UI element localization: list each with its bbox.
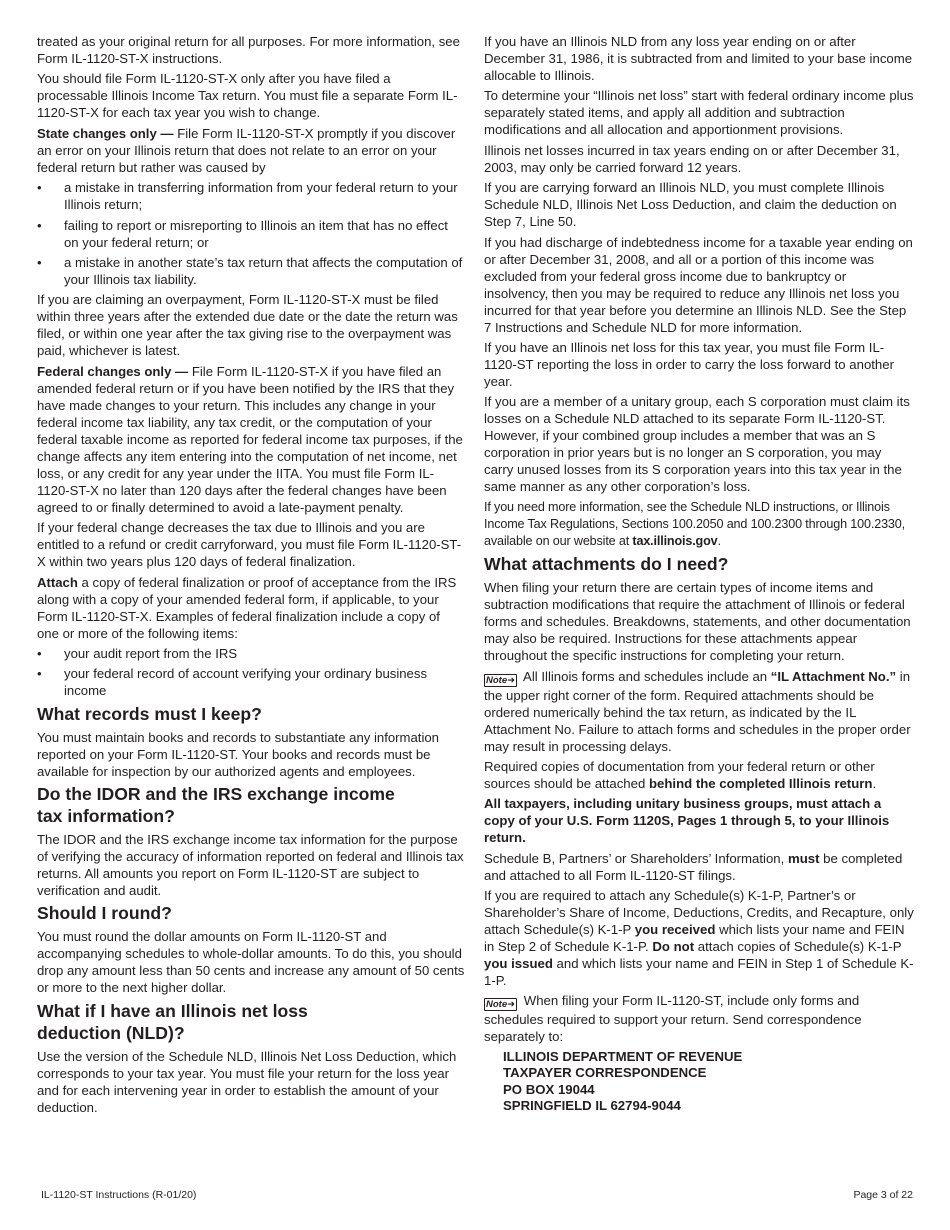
note-label: Note (486, 674, 508, 686)
bold-lead: Attach (37, 574, 78, 590)
bold-text: you issued (484, 956, 553, 972)
paragraph (37, 363, 465, 516)
paragraph-text: in the upper right corner of the form. Required attachments should be ordered numerically behind the tax return, as indicated by the IL Attachment No. Failure to attach forms and schedules in the proper order may result in processing delays. (484, 668, 911, 754)
bold-lead: State changes only — (37, 125, 174, 141)
paragraph: Use the version of the Schedule NLD, Illinois Net Loss Deduction, which corresponds to your tax year. You must file your return for the loss year and for each intervening year in order to establish the amount of your deduction. (37, 1048, 457, 1115)
list-item (37, 217, 465, 251)
paragraph: If you are a member of a unitary group, each S corporation must claim its losses on a Schedule NLD attached to its separate Form IL-1120-ST. However, if your combined group includes a member that was an S corporation in prior years but is no longer an S corporation, you may carry unused losses from its S corporation years into this tax year in the same manner as any other corporation’s loss. (484, 394, 910, 495)
paragraph: If you are claiming an overpayment, Form IL-1120-ST-X must be filed within three years after the extended due date or the date the return was filed, or within one year after the tax giving rise to the overpayment was paid, whichever is latest. (37, 292, 458, 359)
heading-line: deduction (NLD)? (37, 1022, 185, 1043)
heading-nld (37, 1000, 465, 1044)
right-column (484, 33, 914, 1115)
list-item-text: your audit report from the IRS (64, 645, 238, 661)
heading-round: Should I round? (37, 903, 172, 924)
paragraph: To determine your “Illinois net loss” start with federal ordinary income plus separately stated items, and apply all addition and subtraction modifications and all allocation and apportionment provisions. (484, 88, 914, 138)
paragraph-text: be completed and attached to all Form IL-1120-ST filings. (484, 850, 903, 883)
list-item (37, 179, 465, 213)
address-line: TAXPAYER CORRESPONDENCE (503, 1065, 707, 1081)
note-paragraph (484, 668, 914, 755)
paragraph: Illinois net losses incurred in tax years ending on or after December 31, 2003, may only be carried forward 12 years. (484, 142, 900, 175)
bold-text: “IL Attachment No.” (770, 668, 897, 684)
paragraph-text: and which lists your name and FEIN in Step 1 of Schedule K-1-P. (484, 956, 914, 989)
mailing-address (503, 1049, 914, 1115)
paragraph: If you had discharge of indebtedness income for a taxable year ending on or after December 31, 2008, and all or a portion of this income was excluded from your federal gross income due to bankruptcy or insolvency, then you may be required to reduce any Illinois net loss you incurred for that year before you determine an Illinois NLD. See the Step 7 Instructions and Schedule NLD for more information. (484, 234, 913, 335)
bold-text: behind the completed Illinois return (648, 775, 873, 791)
note-label: Note (486, 999, 508, 1011)
website-link: tax.illinois.gov (632, 533, 718, 548)
heading-records: What records must I keep? (37, 703, 262, 724)
footer-form-id: IL-1120-ST Instructions (R-01/20) (41, 1189, 197, 1201)
paragraph-text: File Form IL-1120-ST-X if you have filed an amended federal return or if you have been notified by the IRS that they have made changes to your return. This includes any change in your federal income tax liability, any tax credit, or the computation of your federal taxable income as reported for federal income tax purposes, if the change affects any item entering into the computation of net income, net loss, or any credit for any year under the IITA. You must file Form IL-1120-ST-X no later than 120 days after the federal changes have been agreed to or finally determined to avoid a late-payment penalty. (37, 363, 463, 515)
bullet-icon: • (37, 217, 42, 233)
list-item-text: a mistake in another state’s tax return that affects the computation of your Illinois tax liability. (64, 254, 463, 287)
paragraph-text: attach copies of Schedule(s) K-1-P (694, 939, 902, 955)
address-line: PO BOX 19044 (503, 1081, 595, 1097)
footer-page-number: Page 3 of 22 (853, 1189, 913, 1201)
list-item-text: a mistake in transferring information from your federal return to your Illinois return; (64, 180, 458, 213)
paragraph: You must round the dollar amounts on Form IL-1120-ST and accompanying schedules to whole-dollar amounts. To do this, you should drop any amount less than 50 cents and increase any amount of 50 cents or more to the next higher dollar. (37, 929, 465, 996)
heading-line: What if I have an Illinois net loss (37, 1000, 308, 1021)
heading-line: tax information? (37, 806, 175, 827)
bold-text: All taxpayers, including unitary business groups, must attach a copy of your U.S. Form 1120S, Pages 1 through 5, to your Illinois return. (484, 796, 890, 846)
paragraph-text: Required copies of documentation from your federal return or other sources should be attached (484, 758, 875, 791)
paragraph (484, 795, 914, 846)
arrow-icon: ➜ (507, 674, 516, 686)
list-item (37, 254, 465, 288)
paragraph-text: . (872, 775, 877, 791)
paragraph-text: If you need more information, see the Schedule NLD instructions, or Illinois Income Tax Regulations, Sections 100.2050 and 100.2300 through 100.2330, available on our website at (484, 499, 905, 548)
paragraph: If you have an Illinois NLD from any loss year ending on or after December 31, 1986, it is subtracted from and limited to your base income allocable to Illinois. (484, 34, 913, 83)
paragraph: You must maintain books and records to substantiate any information reported on your Form IL-1120-ST. Your books and records must be available for inspection by our authorized agents and employees. (37, 729, 439, 779)
bold-text: must (787, 850, 820, 866)
paragraph-text: a copy of federal finalization or proof of acceptance from the IRS along with a copy of your amended federal form, if applicable, to your Form IL-1120-ST-X. Examples of federal finalization include a copy of one or more of the following items: (37, 574, 457, 641)
paragraph-text: . (717, 533, 721, 548)
state-changes-list (37, 179, 465, 288)
bold-lead: Federal changes only — (37, 363, 189, 379)
paragraph-text: File Form IL-1120-ST-X promptly if you discover an error on your Illinois return that does not relate to an error on your federal return but rather was caused by (37, 125, 456, 175)
paragraph-text: All Illinois forms and schedules include an (520, 668, 771, 684)
paragraph: When filing your return there are certain types of income items and subtraction modifications that require the attachment of Illinois or federal forms and schedules. Breakdowns, statements, and other documentation may also be required. Instructions for these attachments appear throughout the specific instructions for completing your return. (484, 580, 911, 664)
paragraph-text: Schedule B, Partners’ or Shareholders’ Information, (484, 850, 788, 866)
paragraph: If you are carrying forward an Illinois NLD, you must complete Illinois Schedule NLD, Illinois Net Loss Deduction, and claim the deduction on Step 7, Line 50. (484, 180, 897, 230)
paragraph-text: which lists your name and FEIN in Step 2 of Schedule K-1-P. (484, 922, 905, 955)
address-line: SPRINGFIELD IL 62794-9044 (503, 1098, 681, 1114)
heading-idor (37, 783, 465, 827)
bullet-icon: • (37, 645, 42, 661)
heading-line: Do the IDOR and the IRS exchange income (37, 784, 395, 805)
list-item-text: failing to report or misreporting to Illinois an item that has no effect on your federal return; or (64, 217, 448, 250)
note-icon (484, 998, 517, 1011)
paragraph (484, 758, 914, 792)
left-column (37, 33, 465, 1119)
paragraph-text: If you are required to attach any Schedule(s) K-1-P, Partner’s or Shareholder’s Share of Income, Deductions, Credits, and Recapture, only attach Schedule(s) K-1-P (484, 888, 914, 938)
bold-text: Do not (652, 939, 695, 955)
address-line: ILLINOIS DEPARTMENT OF REVENUE (503, 1048, 743, 1064)
paragraph: The IDOR and the IRS exchange income tax information for the purpose of verifying the accuracy of information reported on federal and Illinois tax returns. All amounts you report on Form IL-1120-ST are subject to verification and audit. (37, 832, 464, 899)
paragraph: treated as your original return for all purposes. For more information, see Form IL-1120-ST-X instructions. (37, 34, 460, 66)
list-item-text: your federal record of account verifying your ordinary business income (64, 666, 428, 699)
bullet-icon: • (37, 666, 42, 682)
list-item (37, 645, 465, 662)
paragraph: You should file Form IL-1120-ST-X only after you have filed a processable Illinois Income Tax return. You must file a separate Form IL-1120-ST-X for each tax year you wish to change. (37, 71, 458, 121)
attach-list (37, 645, 465, 699)
list-item (37, 665, 465, 699)
bullet-icon: • (37, 180, 42, 196)
paragraph (484, 850, 914, 884)
heading-attachments: What attachments do I need? (484, 554, 729, 575)
paragraph (37, 125, 465, 176)
arrow-icon: ➜ (507, 999, 516, 1011)
bold-text: you received (634, 922, 716, 938)
paragraph (37, 574, 465, 642)
paragraph (484, 499, 914, 550)
bullet-icon: • (37, 254, 42, 270)
note-paragraph (484, 992, 914, 1045)
paragraph (484, 887, 914, 989)
paragraph: If your federal change decreases the tax due to Illinois and you are entitled to a refund or credit carryforward, you must file Form IL-1120-ST-X within two years plus 120 days of federal finalization. (37, 520, 462, 570)
paragraph: If you have an Illinois net loss for this tax year, you must file Form IL-1120-ST reporting the loss in order to carry the loss forward to another year. (484, 339, 894, 389)
paragraph-text: When filing your Form IL-1120-ST, include only forms and schedules required to support your return. Send correspondence separately to: (484, 993, 862, 1045)
note-icon (484, 674, 517, 687)
